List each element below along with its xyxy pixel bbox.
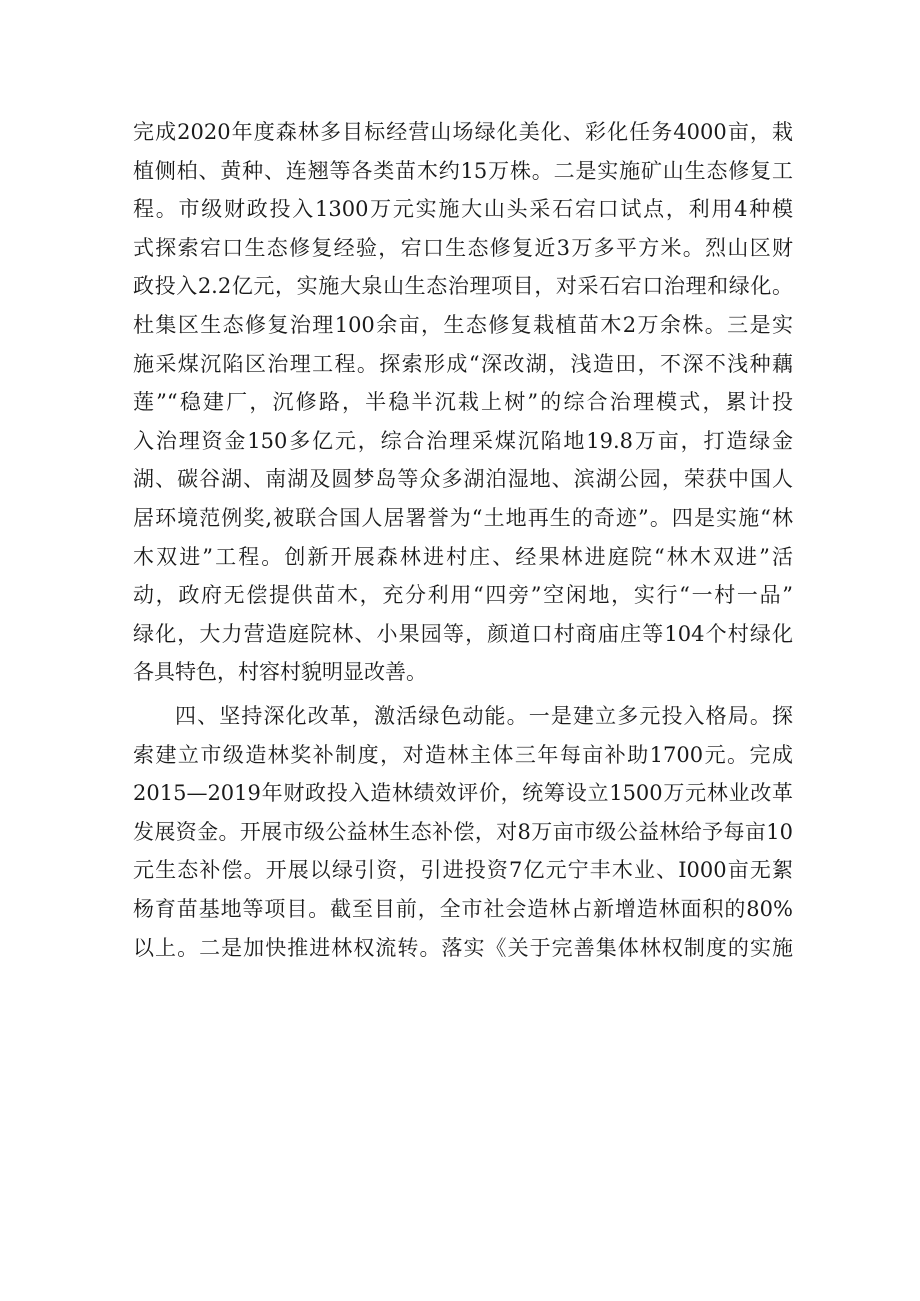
paragraph-1 <box>133 113 793 692</box>
paragraph-line: 元生态补偿。开展以绿引资，引进投资7亿元宁丰木业、I000亩无絮 <box>133 858 793 883</box>
paragraph-line: 程。市级财政投入1300万元实施大山头采石宕口试点，利用4种模 <box>133 197 793 222</box>
paragraph-line: 杨育苗基地等项目。截至目前，全市社会造林占新增造林面积的80% <box>133 896 793 921</box>
paragraph-line: 杜集区生态修复治理100余亩，生态修复栽植苗木2万余株。三是实 <box>133 312 793 337</box>
paragraph-2 <box>133 697 793 967</box>
paragraph-line: 各具特色，村容村貌明显改善。 <box>133 660 427 685</box>
paragraph-line: 湖、碳谷湖、南湖及圆梦岛等众多湖泊湿地、滨湖公园，荣获中国人 <box>133 467 793 492</box>
paragraph-line: 居环境范例奖,被联合国人居署誉为“土地再生的奇迹”。四是实施“林 <box>133 505 793 530</box>
paragraph-line: 发展资金。开展市级公益林生态补偿，对8万亩市级公益林给予每亩10 <box>133 819 793 844</box>
paragraph-line: 索建立市级造林奖补制度，对造林主体三年每亩补助1700元。完成 <box>133 742 793 767</box>
paragraph-line: 政投入2.2亿元，实施大泉山生态治理项目，对采石宕口治理和绿化。 <box>133 274 793 299</box>
paragraph-line: 木双进”工程。创新开展森林进村庄、经果林进庭院“林木双进”活 <box>133 544 793 569</box>
paragraph-line: 绿化，大力营造庭院林、小果园等，颜道口村商庙庄等104个村绿化 <box>133 621 793 646</box>
paragraph-line: 式探索宕口生态修复经验，宕口生态修复近3万多平方米。烈山区财 <box>133 235 793 260</box>
paragraph-line: 莲”“稳建厂，沉修路，半稳半沉栽上树”的综合治理模式，累计投 <box>133 390 793 415</box>
paragraph-line: 完成2020年度森林多目标经营山场绿化美化、彩化任务4000亩，栽 <box>133 120 793 144</box>
paragraph-line: 施采煤沉陷区治理工程。探索形成“深改湖，浅造田，不深不浅种藕 <box>133 351 793 376</box>
paragraph-line: 植侧柏、黄种、连翘等各类苗木约15万株。二是实施矿山生态修复工 <box>133 158 793 183</box>
paragraph-line: 动，政府无偿提供苗木，充分利用“四旁”空闲地，实行“一村一品” <box>133 583 793 608</box>
paragraph-line: 以上。二是加快推进林权流转。落实《关于完善集体林权制度的实施 <box>133 935 793 960</box>
paragraph-line: 入治理资金150多亿元，综合治理采煤沉陷地19.8万亩，打造绿金 <box>133 428 793 453</box>
paragraph-line: 四、坚持深化改革，激活绿色动能。一是建立多元投入格局。探 <box>175 704 793 728</box>
paragraph-line: 2015—2019年财政投入造林绩效评价，统筹设立1500万元林业改革 <box>133 781 793 806</box>
